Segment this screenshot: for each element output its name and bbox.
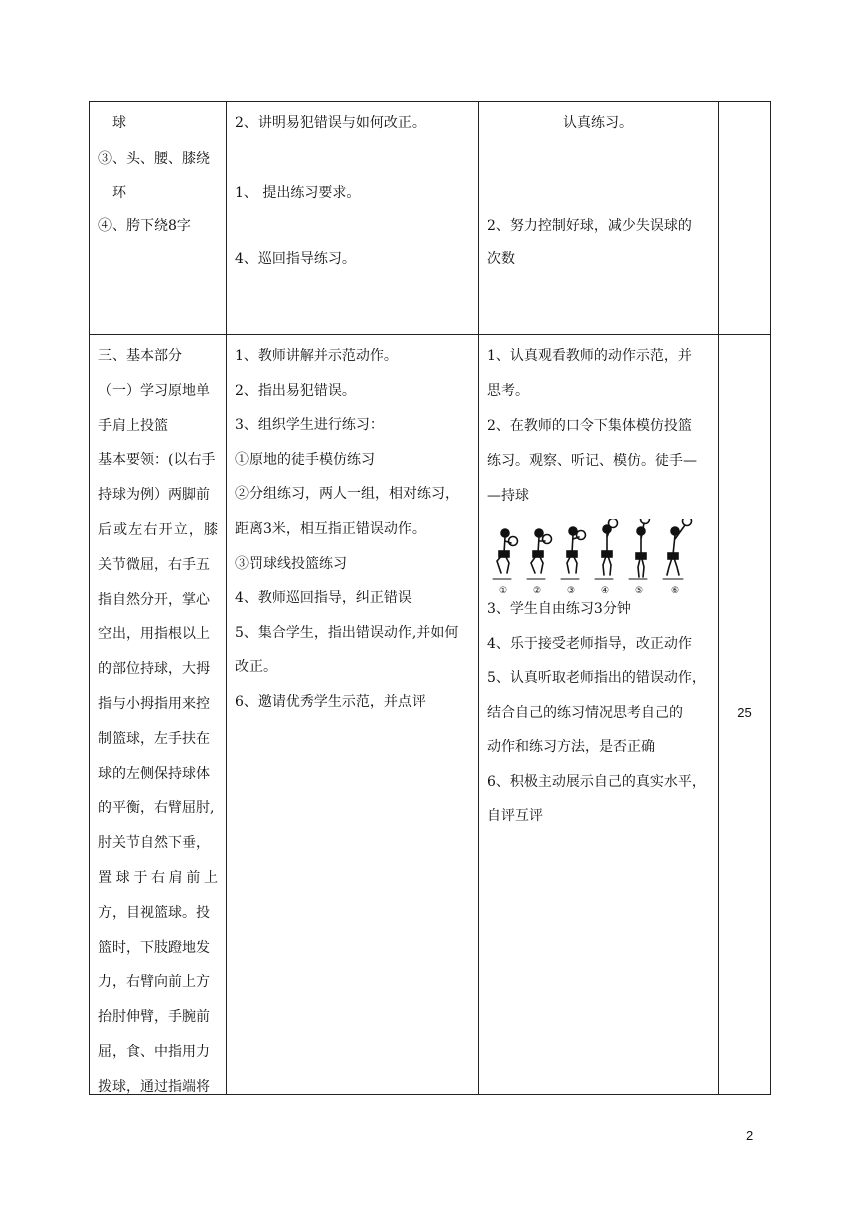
table-row — [90, 335, 771, 1095]
time-cell — [719, 335, 771, 1095]
text-line: 指与小拇指用来控 — [98, 696, 210, 712]
text-line: 认真练习。 — [563, 115, 633, 131]
page-number: 2 — [746, 1128, 754, 1143]
text-line: 球 — [112, 115, 126, 131]
figure-label: ⑥ — [670, 586, 680, 596]
text-line: 自评互评 — [487, 808, 543, 824]
text-line: 6、邀请优秀学生示范，并点评 — [235, 694, 426, 710]
text-line: 4、巡回指导练习。 — [235, 251, 356, 267]
text-line: 动作和练习方法，是否正确 — [487, 739, 655, 755]
text-line: 2、在教师的口令下集体模仿投篮 — [487, 418, 692, 434]
text-line: 制篮球，左手扶在 — [98, 730, 210, 747]
figure-label: ⑤ — [634, 586, 644, 596]
text-line: —持球 — [487, 488, 529, 504]
text-line: 3、组织学生进行练习： — [235, 417, 384, 434]
text-line: 2、指出易犯错误。 — [235, 382, 356, 399]
text-line: ①原地的徒手模仿练习 — [235, 451, 375, 468]
text-line: 的平衡，右臂屈肘, — [98, 800, 215, 817]
student-activity-cell — [479, 102, 719, 335]
text-line: 1、 提出练习要求。 — [235, 185, 361, 201]
text-line: 屈，食、中指用力 — [98, 1044, 210, 1060]
text-line: 思考。 — [487, 383, 529, 399]
figure-label: ① — [498, 586, 508, 596]
text-line: 的部位持球，大拇 — [98, 661, 210, 678]
text-line: 次数 — [487, 251, 515, 267]
figure-label: ④ — [600, 586, 610, 596]
text-line: 球的左侧保持球体 — [98, 765, 210, 782]
student-activity-cell — [479, 335, 719, 1095]
text-line: 5、集合学生，指出错误动作,并如何 — [235, 624, 459, 641]
text-line: ④、胯下绕8字 — [98, 218, 191, 234]
text-line: 环 — [112, 185, 126, 201]
time-cell — [719, 102, 771, 335]
shooting-sequence-illustration — [487, 519, 707, 599]
text-line: 4、乐于接受老师指导，改正动作 — [487, 635, 692, 652]
text-line: 1、教师讲解并示范动作。 — [235, 348, 398, 364]
teacher-activity-cell — [227, 335, 479, 1095]
text-line: 方，目视篮球。投 — [98, 904, 210, 921]
text-line: ③罚球线投篮练习 — [235, 555, 347, 572]
text-line: 6、积极主动展示自己的真实水平， — [487, 773, 706, 790]
text-line: 2、讲明易犯错误与如何改正。 — [235, 115, 426, 131]
table-row — [90, 102, 771, 335]
lesson-plan-table — [89, 101, 771, 1095]
content-cell — [90, 102, 227, 335]
text-line: 肘关节自然下垂， — [98, 835, 210, 852]
text-line: 练习。观察、听记、模仿。徒手— — [487, 453, 697, 469]
text-line: 手肩上投篮 — [98, 417, 168, 434]
text-line: 篮时，下肢蹬地发 — [98, 939, 210, 956]
text-line: 结合自己的练习情况思考自己的 — [487, 704, 683, 721]
text-line: （一）学习原地单 — [98, 382, 210, 399]
text-line: 改正。 — [235, 659, 277, 676]
text-line: 3、学生自由练习3分钟 — [487, 601, 631, 617]
text-line: ③、头、腰、膝绕 — [98, 151, 210, 167]
text-line: 距离3米，相互指正错误动作。 — [235, 521, 426, 537]
text-line: 拨球，通过指端将 — [98, 1078, 210, 1095]
text-line: 力，右臂向前上方 — [98, 974, 210, 991]
text-line: 指自然分开，掌心 — [98, 591, 210, 608]
text-line: ②分组练习，两人一组，相对练习， — [235, 486, 459, 503]
text-line: 关节微屈，右手五 — [98, 556, 210, 573]
text-line: 5、认真听取老师指出的错误动作， — [487, 670, 706, 686]
text-line: 2、努力控制好球，减少失误球的 — [487, 218, 692, 234]
text-line: 持球为例）两脚前 — [98, 487, 210, 504]
content-cell — [90, 335, 227, 1095]
figure-label: ② — [532, 586, 542, 596]
figure-label: ③ — [566, 586, 576, 596]
duration-minutes: 25 — [737, 705, 752, 720]
text-line: 抬肘伸臂，手腕前 — [98, 1009, 210, 1026]
text-line: 后或左右开立，膝 — [98, 522, 218, 538]
text-line: 1、认真观看教师的动作示范，并 — [487, 348, 692, 364]
text-line: 置球于右肩前上 — [98, 870, 218, 886]
text-line: 4、教师巡回指导，纠正错误 — [235, 590, 412, 607]
text-line: 空出，用指根以上 — [98, 626, 210, 643]
text-line: 三、基本部分 — [98, 348, 182, 364]
teacher-activity-cell — [227, 102, 479, 335]
text-line: 基本要领：(以右手 — [98, 452, 216, 469]
